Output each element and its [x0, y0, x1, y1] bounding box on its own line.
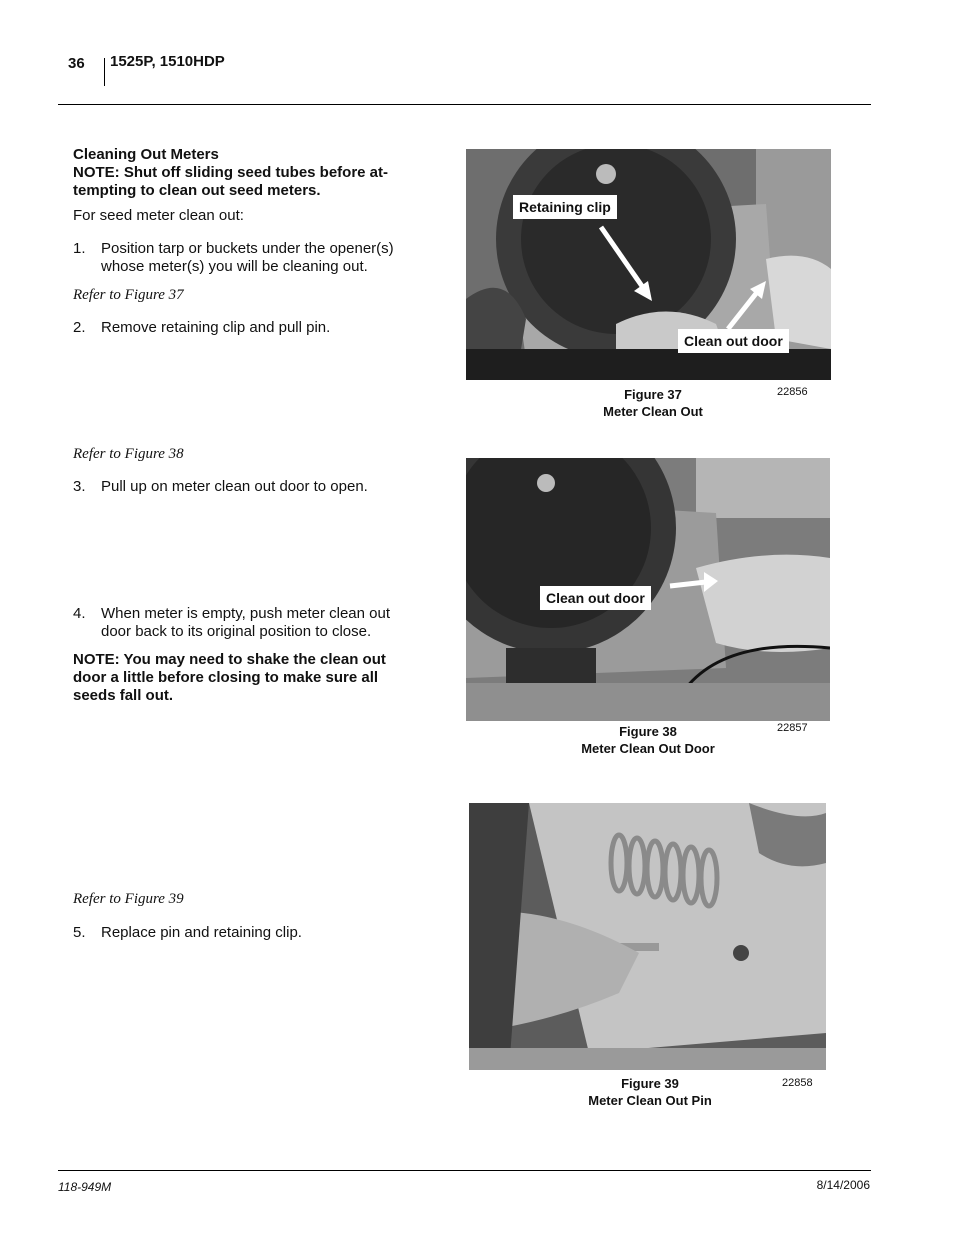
- page-number: 36: [68, 55, 85, 72]
- model-title: 1525P, 1510HDP: [110, 53, 225, 70]
- figure-38-number: 22857: [777, 722, 808, 734]
- figure-label: Figure 39: [621, 1076, 679, 1091]
- figure-title: Meter Clean Out Door: [581, 741, 715, 756]
- step-1: [73, 240, 413, 276]
- step-number: 3.: [73, 478, 86, 495]
- step-text: Remove retaining clip and pull pin.: [101, 319, 331, 336]
- step-number: 1.: [73, 240, 86, 257]
- step-number: 4.: [73, 605, 86, 622]
- section-title: Cleaning Out Meters: [73, 146, 219, 163]
- callout-clean-out-door: Clean out door: [678, 329, 789, 353]
- figure-37-caption: [573, 386, 733, 420]
- step-2: [73, 319, 413, 337]
- step-4: [73, 605, 413, 641]
- figure-39-photo: [469, 803, 826, 1070]
- step-number: 2.: [73, 319, 86, 336]
- footer-rule: [58, 1170, 871, 1171]
- figure-38-photo: [466, 458, 830, 721]
- step-text: Replace pin and retaining clip.: [101, 924, 302, 941]
- callout-retaining-clip: Retaining clip: [513, 195, 617, 219]
- note-shut-off: NOTE: Shut off sliding seed tubes before at-tempting to clean out seed meters.: [73, 164, 389, 199]
- intro-text: For seed meter clean out:: [73, 207, 244, 224]
- figure-label: Figure 37: [624, 387, 682, 402]
- figure-37-number: 22856: [777, 386, 808, 398]
- step-text: Position tarp or buckets under the opener(s) whose meter(s) you will be cleaning out.: [101, 240, 394, 275]
- note-shake-door: NOTE: You may need to shake the clean out door a little before closing to make sure all seeds fall out.: [73, 651, 386, 704]
- figure-label: Figure 38: [619, 724, 677, 739]
- figure-37-photo: [466, 149, 831, 380]
- ref-figure-39: Refer to Figure 39: [73, 891, 184, 907]
- step-3: [73, 478, 413, 496]
- figure-38-caption: [568, 723, 728, 757]
- step-text: Pull up on meter clean out door to open.: [101, 478, 368, 495]
- header-rule: [58, 104, 871, 105]
- step-text: When meter is empty, push meter clean out door back to its original position to close.: [101, 605, 391, 640]
- header-divider: [104, 58, 105, 86]
- figure-title: Meter Clean Out Pin: [588, 1093, 712, 1108]
- doc-date: 8/14/2006: [816, 1178, 870, 1192]
- step-5: [73, 924, 413, 942]
- figure-title: Meter Clean Out: [603, 404, 703, 419]
- step-number: 5.: [73, 924, 86, 941]
- figure-39-caption: [570, 1075, 730, 1109]
- ref-figure-37: Refer to Figure 37: [73, 287, 184, 303]
- ref-figure-38: Refer to Figure 38: [73, 446, 184, 462]
- callout-clean-out-door: Clean out door: [540, 586, 651, 610]
- doc-id: 118-949M: [58, 1180, 112, 1194]
- figure-39-number: 22858: [782, 1077, 813, 1089]
